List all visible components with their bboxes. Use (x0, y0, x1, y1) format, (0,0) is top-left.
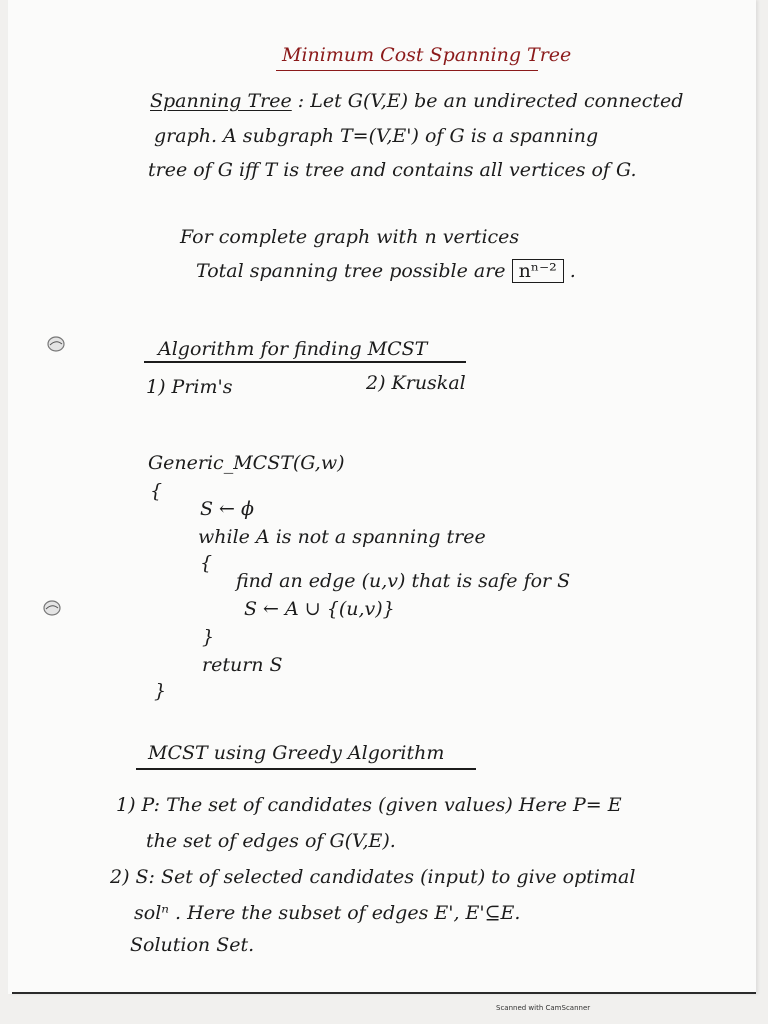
greedy-heading: MCST using Greedy Algorithm (148, 742, 445, 764)
algorithm-item-kruskal: 2) Kruskal (366, 372, 466, 394)
binder-hole-icon (46, 336, 66, 352)
pseudocode-find: find an edge (u,v) that is safe for S (236, 570, 571, 592)
algorithms-heading: Algorithm for finding MCST (158, 338, 428, 360)
pseudocode-return: return S (202, 654, 283, 676)
pseudocode-init: S ← ϕ (200, 498, 254, 520)
definition-term: Spanning Tree (150, 90, 292, 112)
greedy-s-line-1: 2) S: Set of selected candidates (input) to give optimal (110, 866, 636, 888)
pseudocode-inner-open: { (200, 552, 213, 574)
title-underline (276, 70, 538, 71)
pseudocode-assign: S ← A ∪ {(u,v)} (244, 598, 395, 620)
greedy-s-line-3: Solution Set. (130, 934, 255, 956)
definition-text-1: : Let G(V,E) be an undirected connected (297, 90, 684, 112)
scanner-footer: Scanned with CamScanner (496, 1004, 591, 1012)
greedy-p-line-1: 1) P: The set of candidates (given values) Here P= E (116, 794, 622, 816)
algorithm-item-prims: 1) Prim's (146, 376, 233, 398)
pseudocode-inner-close: } (202, 626, 215, 648)
definition-line-1 (150, 90, 683, 112)
greedy-p-line-2: the set of edges of G(V,E). (146, 830, 396, 852)
definition-line-3: tree of G iff T is tree and contains all vertices of G. (148, 159, 637, 181)
pseudocode-open-brace: { (150, 480, 163, 502)
page-title: Minimum Cost Spanning Tree (282, 44, 572, 66)
algorithms-heading-underline (144, 361, 466, 363)
binder-hole-icon (42, 600, 62, 616)
page-bottom-edge (12, 992, 756, 994)
complete-graph-line-2: Total spanning tree possible are nⁿ⁻² . (196, 260, 576, 282)
greedy-heading-underline (136, 768, 476, 770)
complete-graph-line-1: For complete graph with n vertices (180, 226, 520, 248)
greedy-s-line-2: solⁿ . Here the subset of edges E', E'⊆E. (134, 902, 521, 924)
spanning-tree-formula: nⁿ⁻² (512, 259, 564, 283)
complete-graph-text: Total spanning tree possible are (196, 260, 506, 282)
pseudocode-while: while A is not a spanning tree (198, 526, 486, 548)
pseudocode-signature: Generic_MCST(G,w) (148, 452, 345, 474)
pseudocode-close-brace: } (154, 680, 167, 702)
definition-line-2: graph. A subgraph T=(V,E') of G is a spanning (154, 125, 599, 147)
